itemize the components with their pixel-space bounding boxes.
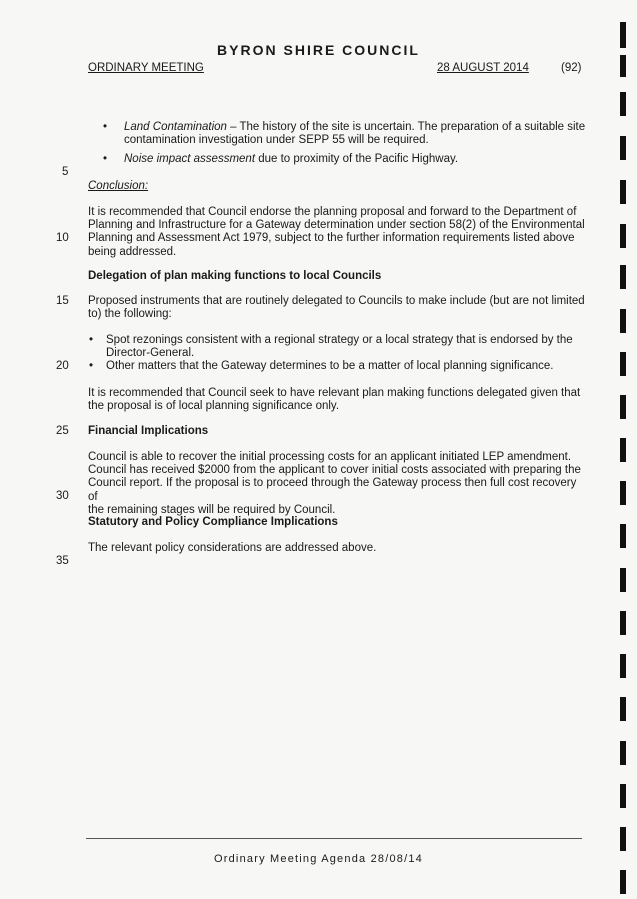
text-line: the proposal is of local planning significance only. — [88, 400, 340, 413]
scan-mark — [620, 741, 626, 765]
text-line: being addressed. — [88, 245, 177, 258]
conclusion-heading: Conclusion: — [88, 180, 149, 192]
text-line: Planning and Assessment Act 1979, subject to the further information requirements listed above — [88, 232, 575, 245]
line-number: 10 — [56, 232, 69, 244]
footer-text: Ordinary Meeting Agenda 28/08/14 — [213, 853, 424, 865]
text-line: It is recommended that Council endorse the planning proposal and forward to the Department of — [88, 206, 577, 218]
scan-mark — [620, 784, 626, 808]
text-line: It is recommended that Council seek to have relevant plan making functions delegated given that — [88, 387, 581, 399]
scan-mark — [620, 92, 626, 116]
statutory-heading: Statutory and Policy Compliance Implications — [88, 516, 338, 528]
bullet-dot: • — [89, 334, 94, 346]
scan-mark — [620, 827, 626, 851]
bullet-spot-rezonings — [106, 334, 588, 360]
meeting-label: ORDINARY MEETING — [88, 62, 204, 74]
text-line: Council report. If the proposal is to proceed through the Gateway process then full cost recovery of — [88, 477, 577, 503]
footer-rule — [86, 838, 582, 839]
bullet-rest: due to proximity of the Pacific Highway. — [255, 153, 459, 165]
statutory-paragraph: The relevant policy considerations are addressed above. — [88, 542, 377, 554]
text-line: the remaining stages will be required by Council. — [88, 503, 336, 516]
bullet-dot: • — [103, 121, 108, 133]
line-number: 25 — [56, 425, 69, 437]
bullet-other-matters — [106, 360, 588, 373]
scan-mark — [620, 180, 626, 204]
scan-mark — [620, 22, 626, 48]
line-number: 15 — [56, 295, 69, 307]
line-number: 30 — [56, 490, 69, 502]
bullet-rest: – The history of the site is uncertain. The preparation of a suitable site — [226, 121, 586, 133]
bullet-italic: Noise impact assessment — [124, 153, 256, 165]
scan-mark — [620, 309, 626, 333]
text-line: Other matters that the Gateway determines to be a matter of local planning significance. — [106, 360, 554, 372]
scan-mark — [620, 697, 626, 721]
scan-mark — [620, 438, 626, 462]
delegation-closing — [88, 387, 588, 413]
scan-mark — [620, 870, 626, 894]
bullet-italic: Land Contamination — [124, 121, 227, 133]
scan-mark — [620, 481, 626, 505]
delegation-intro — [88, 295, 588, 321]
page-number: (92) — [561, 62, 582, 74]
text-line: Spot rezonings consistent with a regional strategy or a local strategy that is endorsed by the — [106, 334, 573, 346]
scan-mark — [620, 524, 626, 548]
scan-mark — [620, 395, 626, 419]
scan-mark — [620, 352, 626, 376]
line-number: 5 — [62, 166, 69, 178]
text-line: Proposed instruments that are routinely delegated to Councils to make include (but are not limited — [88, 295, 585, 307]
bullet-dot: • — [89, 360, 94, 372]
line-number: 35 — [56, 555, 69, 567]
bullet-land-contamination — [124, 121, 594, 147]
line-number: 20 — [56, 360, 69, 372]
council-title: BYRON SHIRE COUNCIL — [217, 42, 420, 58]
scan-mark — [620, 568, 626, 592]
text-line: Planning and Infrastructure for a Gateway determination under section 58(2) of the Environmental — [88, 219, 585, 232]
bullet-dot: • — [103, 153, 108, 165]
financial-heading: Financial Implications — [88, 425, 209, 437]
scan-mark — [620, 224, 626, 248]
bullet-line2: contamination investigation under SEPP 55 will be required. — [124, 134, 429, 147]
meeting-date: 28 AUGUST 2014 — [437, 62, 529, 74]
scan-mark — [620, 654, 626, 678]
text-line: Director-General. — [106, 347, 195, 360]
scan-mark — [620, 611, 626, 635]
scan-mark — [620, 55, 626, 77]
conclusion-paragraph — [88, 206, 588, 259]
text-line: Council has received $2000 from the applicant to cover initial costs associated with preparing the — [88, 464, 581, 477]
scan-mark — [620, 265, 626, 289]
delegation-heading: Delegation of plan making functions to local Councils — [88, 270, 382, 282]
scan-mark — [620, 136, 626, 160]
text-line: to) the following: — [88, 308, 172, 321]
bullet-noise — [124, 153, 594, 166]
text-line: Council is able to recover the initial processing costs for an applicant initiated LEP amendment. — [88, 451, 572, 463]
financial-paragraph — [88, 451, 588, 517]
